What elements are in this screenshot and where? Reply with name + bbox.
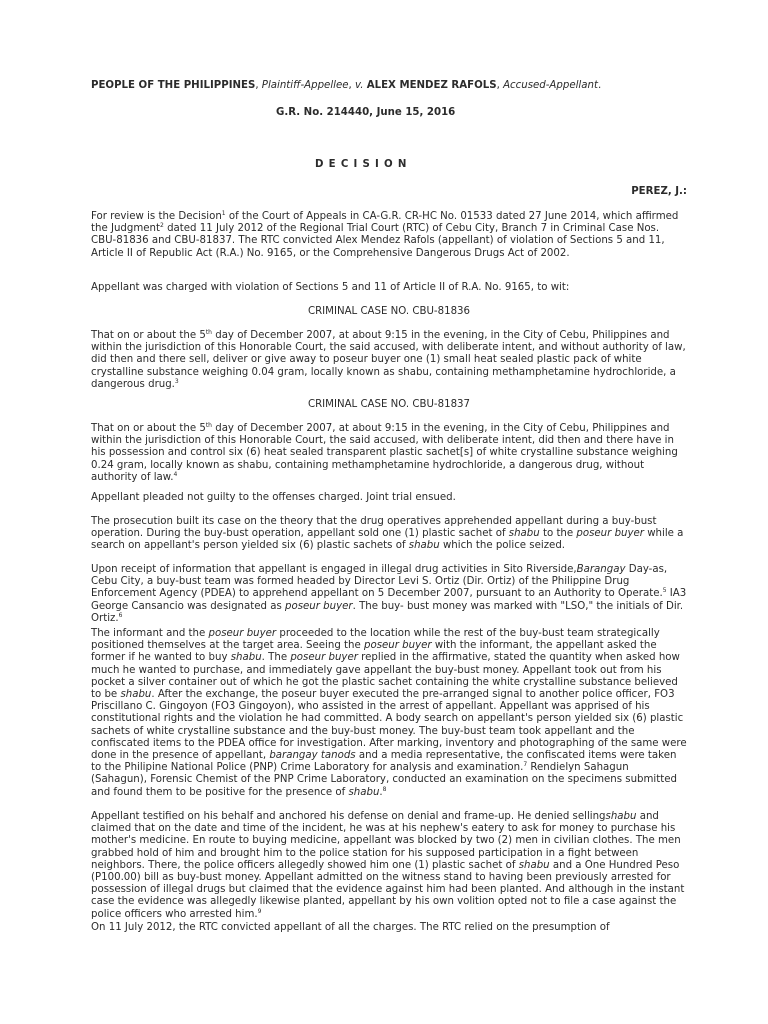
- footnote-ref[interactable]: 4: [173, 470, 178, 478]
- paragraph-information: Upon receipt of information that appellant is engaged in illegal drug activities in Sito Riverside,Barangay Day-as, Cebu City, a buy-bust team was formed headed by Director Levi S. Ortiz (Dir. Ortiz) of the Philippine Drug Enforcement Agency (PDEA) to apprehend appellant on 5 December 2007, pursuant to an Authority to Operate.$^5$ IA3 George Cansancio was designated as poseur buyer. The buy- bust money was marked with "LSO," the initials of Dir. Ortiz.$^6$: [91, 564, 687, 624]
- paragraph-review: For review is the Decision$^1$ of the Court of Appeals in CA-G.R. CR-HC No. 01533 dated 27 June 2014, which affirmed the Judgment$^2$ dated 11 July 2012 of the Regional Trial Court (RTC) of Cebu City, Branch 7 in Criminal Case Nos. CBU-81836 and CBU-81837. The RTC convicted Alex Mendez Rafols (appellant) of violation of Sections 5 and 11, Article II of Republic Act (R.A.) No. 9165, or the Comprehensive Dangerous Drugs Act of 2002.: [91, 210, 679, 259]
- footnote-ref[interactable]: 1: [221, 210, 226, 217]
- footnote-ref[interactable]: 2: [160, 222, 164, 230]
- footnote-ref[interactable]: 9: [257, 907, 262, 915]
- criminal-case-heading-2: CRIMINAL CASE NO. CBU-81837: [307, 399, 471, 410]
- paragraph-charged: Appellant was charged with violation of Sections 5 and 11 of Article II of R.A. No. 9165, to wit:: [91, 282, 570, 293]
- footnote-ref[interactable]: 8: [382, 785, 387, 793]
- document-page: [91, 0, 687, 1024]
- footnote-ref[interactable]: 5: [662, 587, 667, 595]
- decision-heading: DECISION: [315, 159, 412, 170]
- footnote-ref[interactable]: 7: [523, 761, 528, 769]
- paragraph-case-81836: That on or about the 5th day of December 2007, at about 9:15 in the evening, in the City of Cebu, Philippines and within the jurisdiction of this Honorable Court, the said accused, with deliberate intent, and without authority of law, did then and there sell, deliver or give away to poseur buyer one (1) small heat sealed plastic pack of white crystalline substance weighing 0.04 gram, locally known as shabu, containing methamphetamine hydrochloride, a dangerous drug.$^3$: [91, 329, 686, 390]
- accused-role: Accused-Appellant: [503, 80, 598, 91]
- paragraph-buy-bust: The informant and the poseur buyer proceeded to the location while the rest of the buy-bust team strategically positioned themselves at the target area. Seeing the poseur buyer with the informant, the appellant asked the former if he wanted to buy shabu. The poseur buyer replied in the affirmative, stated the quantity when asked how much he wanted to purchase, and immediately gave appellant the buy-bust money. Appellant took out from his pocket a silver container out of which he got the plastic sachet containing the white crystalline substance believed to be shabu. After the exchange, the poseur buyer executed the pre-arranged signal to another police officer, FO3 Priscillano C. Gingoyon (FO3 Gingoyon), who assisted in the arrest of appellant. Appellant was apprised of his constitutional rights and the violation he had committed. A body search on appellant's person yielded six (6) plastic sachets of white crystalline substance and the buy-bust money. The buy-bust team took appellant and the confiscated items to the PDEA office for investigation. After marking, inventory and photographing of the same were done in the presence of appellant, barangay tanods and a media representative, the confiscated items were taken to the Philipine National Police (PNP) Crime Laboratory for analysis and examination.$^7$ Rendielyn Sahagun (Sahagun), Forensic Chemist of the PNP Crime Laboratory, conducted an examination on the specimens submitted and found them to be positive for the presence of shabu.$^8$: [91, 628, 687, 798]
- accused-name: ALEX MENDEZ RAFOLS: [366, 80, 497, 91]
- paragraph-case-81837: That on or about the 5th day of December 2007, at about 9:15 in the evening, in the City of Cebu, Philippines and within the jurisdiction of this Honorable Court, the said accused, with deliberate intent, did then and there have in his possession and control six (6) heat sealed transparent plastic sachet[s] of white crystalline substance weighing 0.24 gram, locally known as shabu, containing methamphetamine hydrochloride, a dangerous drug, without authority of law.$^4$: [91, 422, 678, 483]
- ponente: PEREZ, J.:: [631, 186, 687, 197]
- versus: v.: [355, 80, 364, 91]
- paragraph-rtc-conviction: On 11 July 2012, the RTC convicted appellant of all the charges. The RTC relied on the presumption of: [91, 922, 610, 933]
- paragraph-defense: Appellant testified on his behalf and anchored his defense on denial and frame-up. He denied sellingshabu and claimed that on the date and time of the incident, he was at his nephew's eatery to ask for money to purchase his mother's medicine. En route to buying medicine, appellant was blocked by two (2) men in civilian clothes. The men grabbed hold of him and brought him to the police station for his supposed participation in a fight between neighbors. There, the police officers allegedly showed him one (1) plastic sachet of shabu and a One Hundred Peso (P100.00) bill as buy-bust money. Appellant admitted on the witness stand to having been previously arrested for possession of illegal drugs but claimed that the evidence against him had been planted. And although in the instant case the evidence was allegedly likewise planted, appellant by his own volition opted not to file a case against the police officers who arrested him.$^9$: [91, 811, 685, 920]
- footnote-ref[interactable]: 6: [118, 611, 123, 619]
- paragraph-prosecution: The prosecution built its case on the theory that the drug operatives apprehended appellant during a buy-bust operation. During the buy-bust operation, appellant sold one (1) plastic sachet of shabu to the poseur buyer while a search on appellant's person yielded six (6) plastic sachets of shabu which the police seized.: [91, 516, 684, 552]
- gr-number: G.R. No. 214440, June 15, 2016: [276, 107, 456, 118]
- paragraph-plea: Appellant pleaded not guilty to the offenses charged. Joint trial ensued.: [91, 492, 456, 503]
- case-caption: PEOPLE OF THE PHILIPPINES, Plaintiff-Appellee, v. ALEX MENDEZ RAFOLS, Accused-Appellant.: [91, 80, 602, 91]
- footnote-ref[interactable]: 3: [174, 377, 179, 385]
- plaintiff-role: Plaintiff-Appellee: [261, 80, 349, 91]
- criminal-case-heading-1: CRIMINAL CASE NO. CBU-81836: [307, 306, 471, 317]
- plaintiff-name: PEOPLE OF THE PHILIPPINES: [91, 80, 256, 91]
